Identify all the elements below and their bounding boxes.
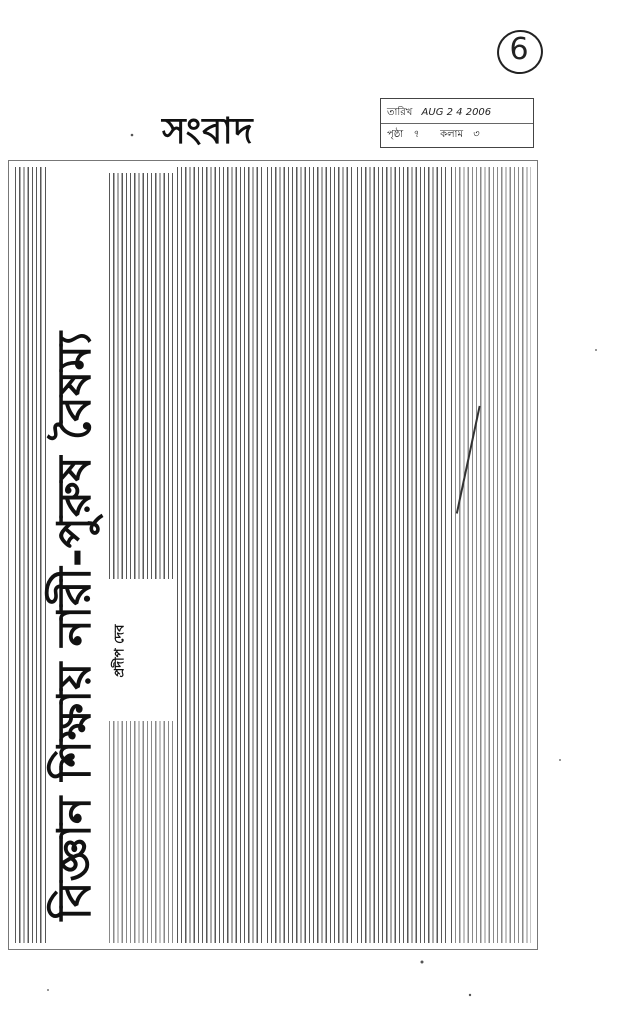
newspaper-masthead: সংবাদ [162, 110, 254, 152]
date-stamp-date-label: তারিখ [387, 107, 413, 118]
folio-number: 6 [509, 32, 529, 67]
article-byline: প্রদীপ দেব [112, 624, 128, 678]
date-stamp-column-label: কলাম [440, 129, 463, 140]
date-stamp-date-value: AUG 2 4 2006 [421, 107, 492, 118]
date-stamp-page-value: ৭ [412, 129, 419, 140]
article-headline: বিজ্ঞান শিক্ষায় নারী-পুরুষ বৈষম্য [47, 331, 101, 921]
date-stamp-column-value: ৩ [472, 129, 479, 140]
date-stamp-page-label: পৃষ্ঠা [387, 129, 404, 140]
